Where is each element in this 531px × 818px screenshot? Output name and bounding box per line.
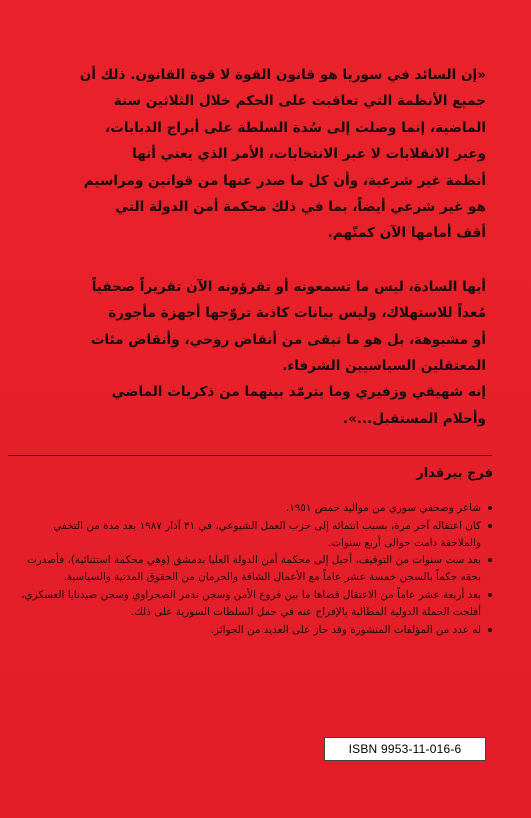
bio-text: كان اعتقاله آخر مرة، بسبب انتمائه إلى حزب العمل الشيوعي، في ٣١ آذار ١٩٨٧ بعد مدة من التخفي والملاحقة دامت حوالى أربع سنوات. [53,519,481,549]
bullet-icon [488,524,492,528]
bio-text: بعد ست سنوات من التوقيف، أحيل إلى محكمة أمن الدولة العليا بدمشق (وهي محكمة استثنائية)، فأصدرت بحقه حكماً بالسجن خمسة عشر عاماً مع الأعمال الشاقة والحرمان من الحقوق المدنية والسياسية. [26,554,481,584]
bullet-icon [488,558,492,562]
quote-line: مُعداً للاستهلاك، وليس بيانات كاذبة تروّجها أجهزة مأجورة [108,305,486,322]
quote-line: أيها السادة، ليس ما تسمعونه أو تقرؤونه الآن تقريراً صحفياً [91,278,486,295]
bio-item [20,518,492,552]
quote-line: أو مشبوهة، بل هو ما تبقى من أنقاض روحي، وأنقاض مئات [90,331,486,348]
quote-line: وأحلام المستقبل...». [342,410,486,427]
paragraph-gap [68,247,486,274]
bio-item [20,500,492,517]
quote-line: المعتقلين السياسيين الشرفاء. [282,358,486,375]
author-name: فرج بيرقدار [416,466,493,481]
quote-block [68,62,486,432]
quote-line: جميع الأنظمة التي تعاقبت على الحكم خلال الثلاثين سنة [113,93,486,110]
bio-item [20,622,492,639]
quote-line: إنه شهيقي وزفيري وما يترمّد بينهما من ذكريات الماضي [111,384,486,401]
bio-text: بعد أربعة عشر عاماً من الاعتقال قضاها ما بين فروع الأمن وسجن تدمر الصحراوي وسجن صيدنايا العسكري، أفلحت الحملة الدولية المطالبة بالإفراج عنه في حمل السلطات السورية على ذلك. [21,588,481,618]
quote-line: «إن السائد في سوريا هو قانون القوة لا قوة القانون. ذلك أن [79,67,486,83]
bullet-icon [488,628,492,632]
author-bio-list [20,500,492,639]
section-divider [8,455,492,456]
bullet-icon [488,593,492,597]
bio-item [20,552,492,586]
quote-line: وعبر الانقلابات لا عبر الانتخابات، الأمر الذي يعني أنها [132,146,486,163]
bullet-icon [488,506,492,510]
quote-line: الماضية، إنما وصلت إلى سُدة السلطة على أبراج الدبابات، [105,119,486,136]
quote-line: هو غير شرعي أيضاً، بما في ذلك محكمة أمن الدولة التي [115,199,486,216]
quote-line: أنظمة غير شرعية، وأن كل ما صدر عنها من قوانين ومراسيم [83,172,486,189]
bio-item [20,587,492,621]
isbn-box: ISBN 9953-11-016-6 [324,737,486,761]
bio-text: شاعر وصحفي سوري من مواليد حمص ١٩٥١. [285,502,481,514]
quote-line: أقف أمامها الآن كمتّهم. [327,225,486,242]
bio-text: له عدد من المؤلفات المنشورة وقد حاز على العديد من الجوائز. [210,623,481,636]
